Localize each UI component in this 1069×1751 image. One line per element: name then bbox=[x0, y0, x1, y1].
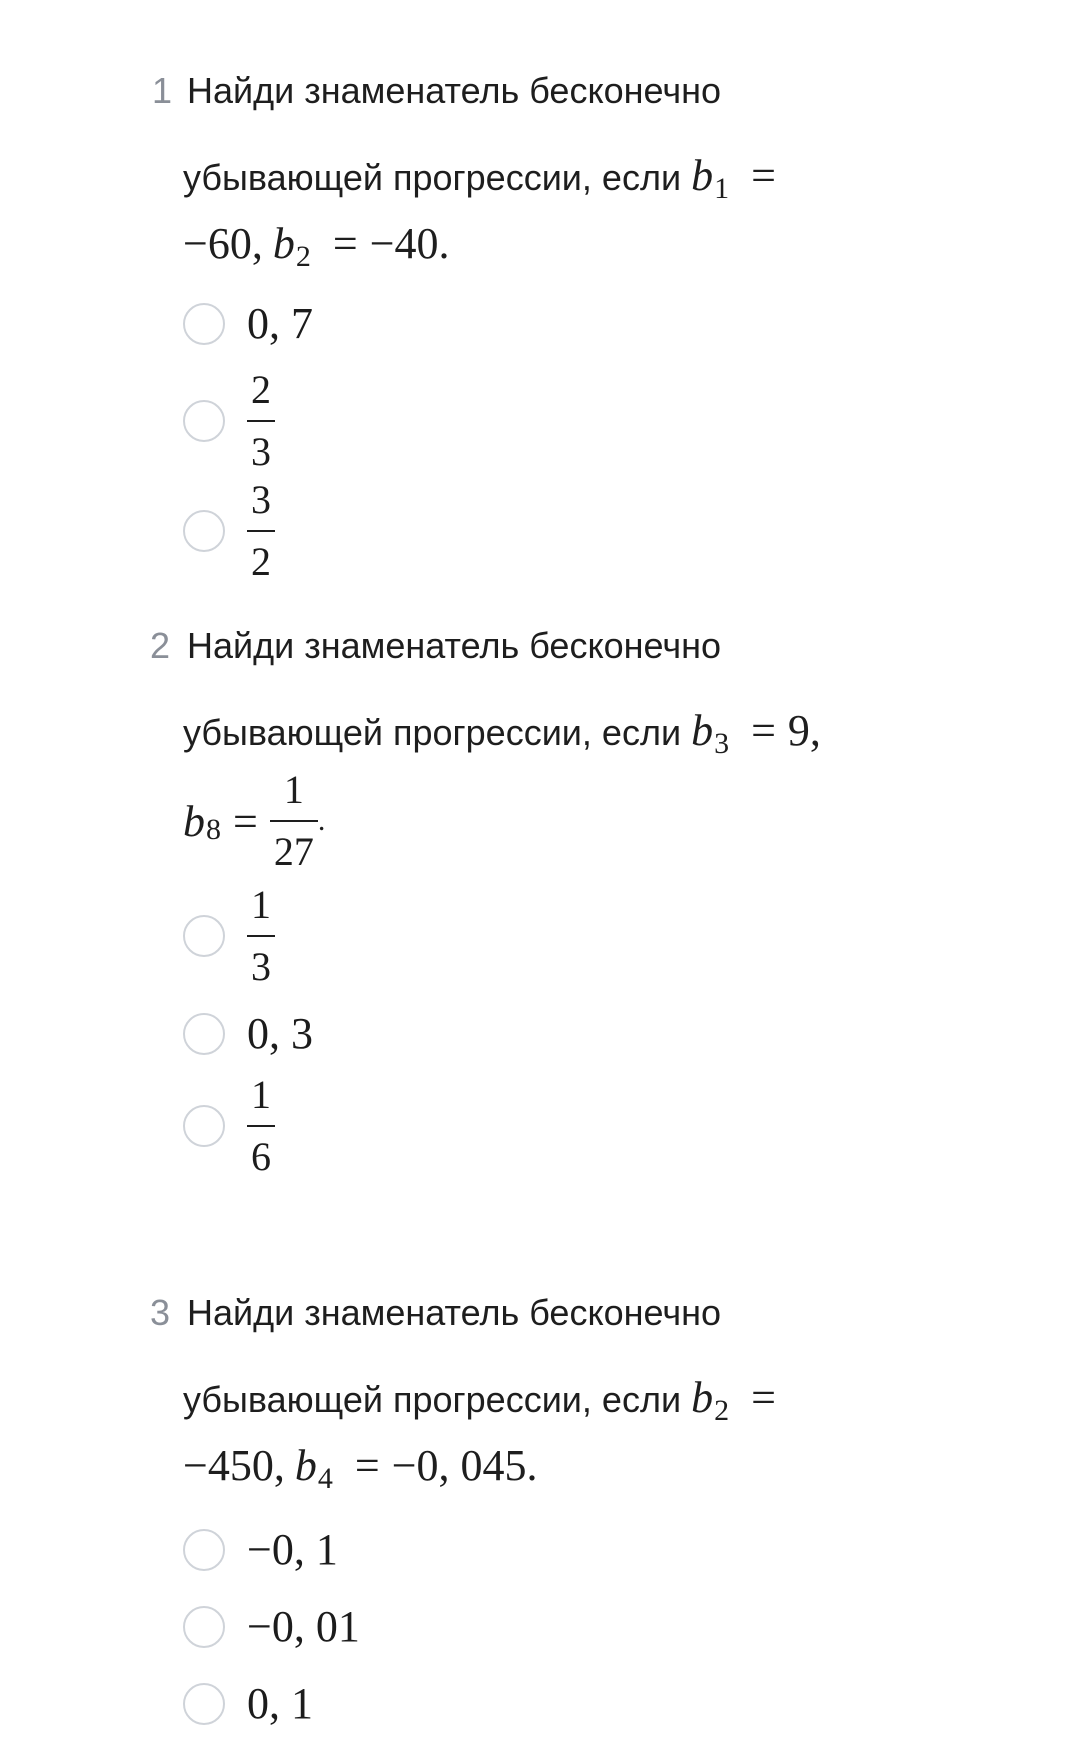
question-text-line-2 bbox=[183, 1372, 788, 1428]
fraction-denominator: 3 bbox=[251, 429, 271, 474]
fraction-denominator: 2 bbox=[251, 539, 271, 584]
radio-button[interactable] bbox=[183, 1013, 225, 1055]
fraction-numerator: 2 bbox=[251, 367, 271, 412]
math-subscript: 1 bbox=[714, 172, 730, 205]
math-variable: b bbox=[183, 796, 205, 846]
math-punctuation: . bbox=[317, 804, 326, 837]
math-subscript: 4 bbox=[317, 1462, 333, 1495]
option-fraction bbox=[247, 1072, 275, 1179]
math-value: −0, 045. bbox=[391, 1441, 538, 1490]
option-label: 0, 1 bbox=[247, 1679, 313, 1728]
question-condition-line bbox=[183, 767, 326, 874]
fraction-denominator: 3 bbox=[251, 944, 271, 989]
option-label: 0, 3 bbox=[247, 1009, 313, 1058]
answer-option[interactable] bbox=[183, 1524, 338, 1575]
radio-button[interactable] bbox=[183, 1105, 225, 1147]
math-subscript: 2 bbox=[714, 1394, 730, 1427]
question-text: убывающей прогрессии, если bbox=[183, 1379, 682, 1420]
math-equals: = bbox=[332, 219, 358, 268]
answer-option[interactable] bbox=[183, 298, 313, 349]
radio-button[interactable] bbox=[183, 400, 225, 442]
question-text: убывающей прогрессии, если bbox=[183, 712, 682, 753]
math-value: 9, bbox=[787, 706, 821, 755]
question-condition-line bbox=[183, 1440, 538, 1496]
answer-option[interactable] bbox=[183, 1678, 313, 1729]
radio-button[interactable] bbox=[183, 915, 225, 957]
fraction-numerator: 3 bbox=[251, 477, 271, 522]
question-text: убывающей прогрессии, если bbox=[183, 157, 682, 198]
answer-option[interactable] bbox=[183, 1072, 275, 1179]
answer-option[interactable] bbox=[183, 1601, 360, 1652]
option-fraction bbox=[247, 367, 275, 474]
fraction-numerator: 1 bbox=[283, 767, 304, 812]
fraction-numerator: 1 bbox=[251, 882, 271, 927]
fraction-numerator: 1 bbox=[251, 1072, 271, 1117]
math-equals: = bbox=[751, 1373, 776, 1422]
question-text-line-1: Найди знаменатель бесконечно bbox=[187, 1292, 721, 1333]
radio-button[interactable] bbox=[183, 1606, 225, 1648]
question-text-line-1: Найди знаменатель бесконечно bbox=[187, 70, 721, 111]
option-label: −0, 1 bbox=[247, 1525, 338, 1574]
question-text-line-1: Найди знаменатель бесконечно bbox=[187, 625, 721, 666]
radio-button[interactable] bbox=[183, 303, 225, 345]
answer-option[interactable] bbox=[183, 367, 275, 474]
question-text-line-2 bbox=[183, 705, 821, 761]
radio-button[interactable] bbox=[183, 1683, 225, 1725]
answer-option[interactable] bbox=[183, 882, 275, 989]
option-fraction bbox=[247, 477, 275, 584]
radio-button[interactable] bbox=[183, 1529, 225, 1571]
answer-option[interactable] bbox=[183, 1008, 313, 1059]
math-subscript: 3 bbox=[714, 727, 730, 760]
math-subscript: 8 bbox=[206, 813, 221, 846]
math-equals: = bbox=[751, 706, 776, 755]
question-text-line-2 bbox=[183, 150, 788, 206]
math-subscript: 2 bbox=[295, 240, 311, 273]
question-condition-line bbox=[183, 218, 450, 274]
math-variable: b bbox=[294, 1441, 317, 1490]
math-value: −40. bbox=[369, 219, 450, 268]
option-label: −0, 01 bbox=[247, 1602, 360, 1651]
math-equals: = bbox=[354, 1441, 380, 1490]
condition-fraction bbox=[270, 767, 318, 874]
question-number: 1 bbox=[152, 70, 173, 111]
question-number: 2 bbox=[150, 625, 171, 666]
fraction-denominator: 27 bbox=[273, 829, 314, 874]
math-equals: = bbox=[233, 796, 258, 846]
math-value: −450, bbox=[183, 1441, 285, 1490]
math-variable: b bbox=[691, 1373, 714, 1422]
math-variable: b bbox=[691, 706, 714, 755]
math-equals: = bbox=[751, 151, 776, 200]
question-number: 3 bbox=[150, 1292, 171, 1333]
math-variable: b bbox=[691, 151, 714, 200]
answer-option[interactable] bbox=[183, 477, 275, 584]
option-label: 0, 7 bbox=[247, 299, 313, 348]
math-value: −60, bbox=[183, 219, 263, 268]
fraction-denominator: 6 bbox=[251, 1134, 271, 1179]
radio-button[interactable] bbox=[183, 510, 225, 552]
math-variable: b bbox=[272, 219, 295, 268]
option-fraction bbox=[247, 882, 275, 989]
